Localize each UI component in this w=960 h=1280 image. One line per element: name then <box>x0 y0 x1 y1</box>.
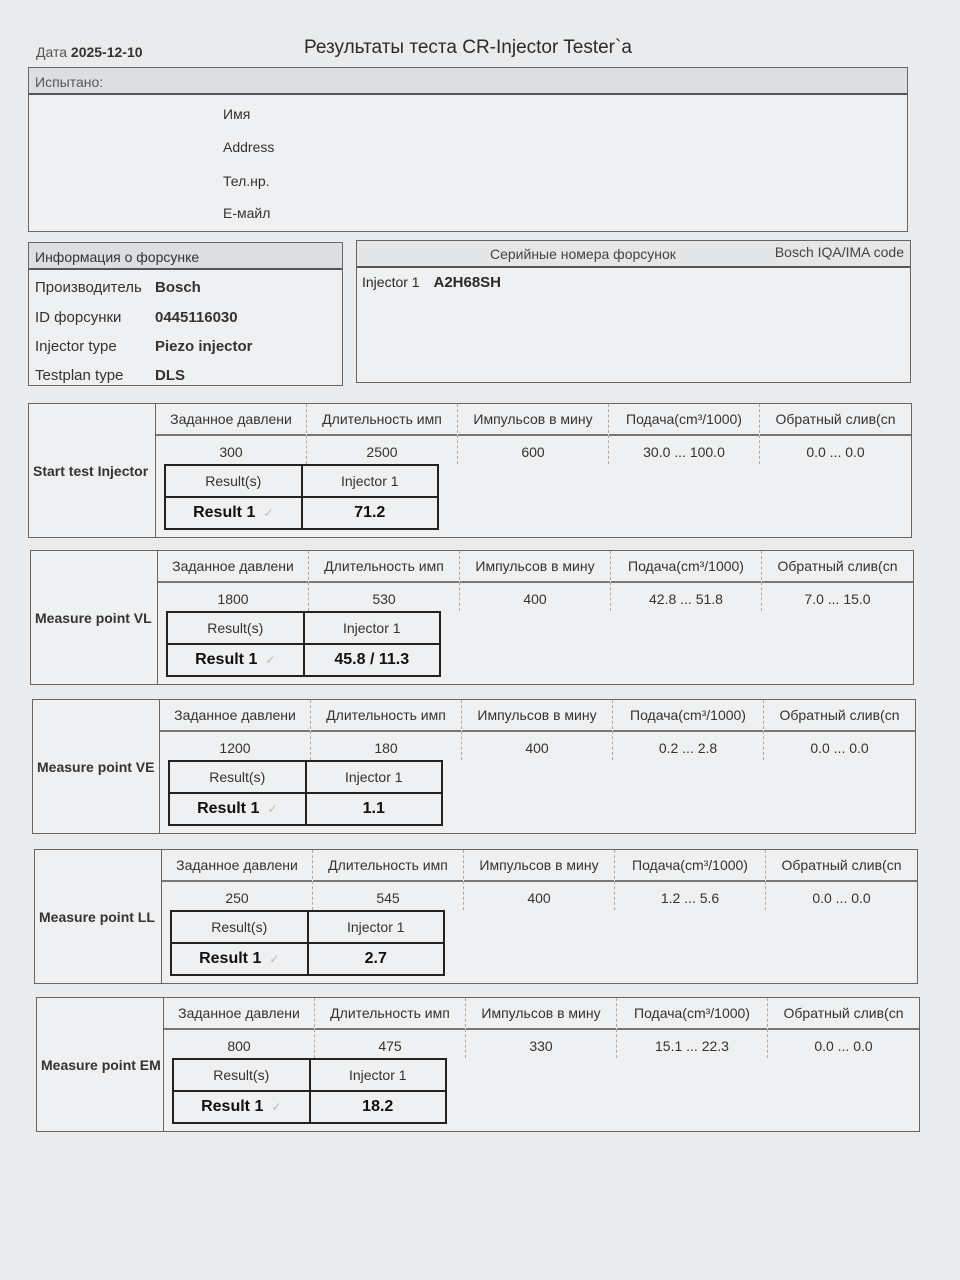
results-header: Result(s) <box>209 769 266 785</box>
param-header: Обратный слив(cn <box>760 404 911 436</box>
param-header: Заданное давлени <box>156 404 306 436</box>
test-name: Measure point EM <box>37 998 164 1131</box>
param-column <box>764 700 915 760</box>
injector-header: Injector 1 <box>301 466 438 496</box>
check-icon: ✓ <box>265 653 276 667</box>
row-label: Injector type <box>35 338 117 355</box>
result-label <box>168 645 303 675</box>
param-header: Длительность имп <box>309 551 459 583</box>
param-value: 1200 <box>219 740 251 756</box>
param-column <box>164 998 315 1058</box>
serials-panel <box>356 240 911 383</box>
param-column <box>617 998 768 1058</box>
iqa-code-heading: Bosch IQA/IMA code <box>774 244 904 260</box>
date-value: 2025-12-10 <box>70 44 143 60</box>
row-label: ID форсунки <box>35 309 122 326</box>
param-value: 180 <box>374 740 398 756</box>
results-header: Result(s) <box>213 1067 270 1083</box>
param-value: 400 <box>527 890 551 906</box>
param-header: Импульсов в мину <box>464 850 614 882</box>
param-header: Импульсов в мину <box>458 404 608 436</box>
param-column <box>309 551 460 611</box>
result-row-label: Result 1 <box>195 651 258 668</box>
result-label <box>166 498 301 528</box>
result-row <box>168 643 439 675</box>
test-section <box>28 403 912 538</box>
date <box>36 44 143 60</box>
param-header: Импульсов в мину <box>460 551 610 583</box>
param-header: Подача(cm³/1000) <box>613 700 763 732</box>
test-name: Measure point LL <box>35 850 162 983</box>
test-section <box>34 849 918 984</box>
injector-serial: A2H68SH <box>433 274 502 291</box>
row-label: Testplan type <box>35 367 124 384</box>
param-header: Подача(cm³/1000) <box>611 551 761 583</box>
param-column <box>156 404 307 464</box>
date-label: Дата <box>36 44 68 60</box>
result-header-row <box>168 613 439 643</box>
check-icon: ✓ <box>267 802 278 816</box>
injector-header: Injector 1 <box>305 762 442 792</box>
param-column <box>158 551 309 611</box>
param-column <box>307 404 458 464</box>
param-value: 0.0 ... 0.0 <box>806 444 865 460</box>
param-column <box>311 700 462 760</box>
result-row-label: Result 1 <box>199 950 262 967</box>
result-row <box>166 496 437 528</box>
result-value: 45.8 / 11.3 <box>303 645 440 675</box>
param-header: Импульсов в мину <box>466 998 616 1030</box>
result-row-label: Result 1 <box>197 800 260 817</box>
name-field-label: Имя <box>223 106 251 122</box>
param-value: 400 <box>525 740 549 756</box>
results-header: Result(s) <box>211 919 268 935</box>
page-title: Результаты теста CR-Injector Tester`a <box>304 37 632 58</box>
param-value: 15.1 ... 22.3 <box>655 1038 729 1054</box>
param-column <box>615 850 766 910</box>
result-header-row <box>174 1060 445 1090</box>
param-header: Заданное давлени <box>162 850 312 882</box>
result-value: 1.1 <box>305 794 442 824</box>
result-table <box>170 910 445 976</box>
result-table <box>172 1058 447 1124</box>
param-value: 400 <box>523 591 547 607</box>
param-value: 300 <box>219 444 243 460</box>
row-label: Производитель <box>35 279 142 296</box>
injector-label: Injector 1 <box>362 274 420 290</box>
result-table <box>164 464 439 530</box>
test-section <box>32 699 916 834</box>
param-header: Обратный слив(cn <box>768 998 919 1030</box>
tested-panel <box>28 67 908 232</box>
test-name: Measure point VE <box>33 700 160 833</box>
injector-header: Injector 1 <box>303 613 440 643</box>
param-value: 0.0 ... 0.0 <box>812 890 871 906</box>
param-header: Длительность имп <box>315 998 465 1030</box>
param-value: 0.0 ... 0.0 <box>810 740 869 756</box>
param-value: 545 <box>376 890 400 906</box>
row-value: 0445116030 <box>155 309 238 326</box>
result-header-row <box>166 466 437 496</box>
check-icon: ✓ <box>263 506 274 520</box>
param-value: 250 <box>225 890 249 906</box>
result-label <box>172 944 307 974</box>
check-icon: ✓ <box>271 1100 282 1114</box>
result-row-label: Result 1 <box>193 504 256 521</box>
injector-header: Injector 1 <box>309 1060 446 1090</box>
result-header-row <box>170 762 441 792</box>
row-value: Piezo injector <box>155 338 253 355</box>
param-value: 7.0 ... 15.0 <box>804 591 871 607</box>
result-header-row <box>172 912 443 942</box>
param-header: Длительность имп <box>313 850 463 882</box>
row-value: Bosch <box>155 279 201 296</box>
param-header: Обратный слив(cn <box>766 850 917 882</box>
injector-info-heading: Информация о форсунке <box>29 243 342 270</box>
param-header: Обратный слив(cn <box>762 551 913 583</box>
test-name: Measure point VL <box>31 551 158 684</box>
address-field-label: Address <box>223 139 275 155</box>
param-header: Заданное давлени <box>164 998 314 1030</box>
serials-header <box>357 241 910 268</box>
phone-field-label: Тел.нр. <box>223 173 270 189</box>
param-value: 42.8 ... 51.8 <box>649 591 723 607</box>
row-value: DLS <box>155 367 185 384</box>
param-column <box>313 850 464 910</box>
param-value: 1800 <box>217 591 249 607</box>
param-column <box>609 404 760 464</box>
testplan-type-row <box>35 367 185 384</box>
param-header: Импульсов в мину <box>462 700 612 732</box>
param-value: 330 <box>529 1038 553 1054</box>
param-header: Длительность имп <box>311 700 461 732</box>
param-column <box>762 551 913 611</box>
param-column <box>464 850 615 910</box>
param-column <box>458 404 609 464</box>
result-label <box>170 794 305 824</box>
param-value: 2500 <box>366 444 398 460</box>
result-row <box>174 1090 445 1122</box>
param-value: 800 <box>227 1038 251 1054</box>
check-icon: ✓ <box>269 952 280 966</box>
param-column <box>613 700 764 760</box>
param-header: Обратный слив(cn <box>764 700 915 732</box>
results-header: Result(s) <box>207 620 264 636</box>
email-field-label: E-майл <box>223 205 271 221</box>
injector-type-row <box>35 338 253 355</box>
result-label <box>174 1092 309 1122</box>
param-header: Подача(cm³/1000) <box>617 998 767 1030</box>
results-header: Result(s) <box>205 473 262 489</box>
param-header: Заданное давлени <box>158 551 308 583</box>
param-column <box>315 998 466 1058</box>
param-header: Длительность имп <box>307 404 457 436</box>
result-table <box>168 760 443 826</box>
param-header: Подача(cm³/1000) <box>609 404 759 436</box>
param-column <box>460 551 611 611</box>
param-column <box>766 850 917 910</box>
injector-info-panel <box>28 242 343 386</box>
param-column <box>162 850 313 910</box>
param-column <box>760 404 911 464</box>
param-column <box>768 998 919 1058</box>
param-value: 530 <box>372 591 396 607</box>
result-value: 18.2 <box>309 1092 446 1122</box>
param-value: 0.2 ... 2.8 <box>658 740 718 756</box>
tested-heading: Испытано: <box>29 68 907 95</box>
param-column <box>466 998 617 1058</box>
result-value: 2.7 <box>307 944 444 974</box>
param-value: 30.0 ... 100.0 <box>643 444 725 460</box>
param-value: 0.0 ... 0.0 <box>814 1038 873 1054</box>
test-section <box>36 997 920 1132</box>
result-row-label: Result 1 <box>201 1098 264 1115</box>
serials-heading: Серийные номера форсунок <box>490 246 676 262</box>
test-section <box>30 550 914 685</box>
param-column <box>462 700 613 760</box>
param-value: 1.2 ... 5.6 <box>660 890 720 906</box>
manufacturer-row <box>35 279 201 296</box>
result-table <box>166 611 441 677</box>
injector-serial-row <box>362 274 501 291</box>
param-header: Заданное давлени <box>160 700 310 732</box>
param-column <box>160 700 311 760</box>
param-header: Подача(cm³/1000) <box>615 850 765 882</box>
result-value: 71.2 <box>301 498 438 528</box>
param-value: 475 <box>378 1038 402 1054</box>
param-value: 600 <box>521 444 545 460</box>
result-row <box>170 792 441 824</box>
test-name: Start test Injector <box>29 404 156 537</box>
param-column <box>611 551 762 611</box>
injector-header: Injector 1 <box>307 912 444 942</box>
injector-id-row <box>35 309 238 326</box>
result-row <box>172 942 443 974</box>
